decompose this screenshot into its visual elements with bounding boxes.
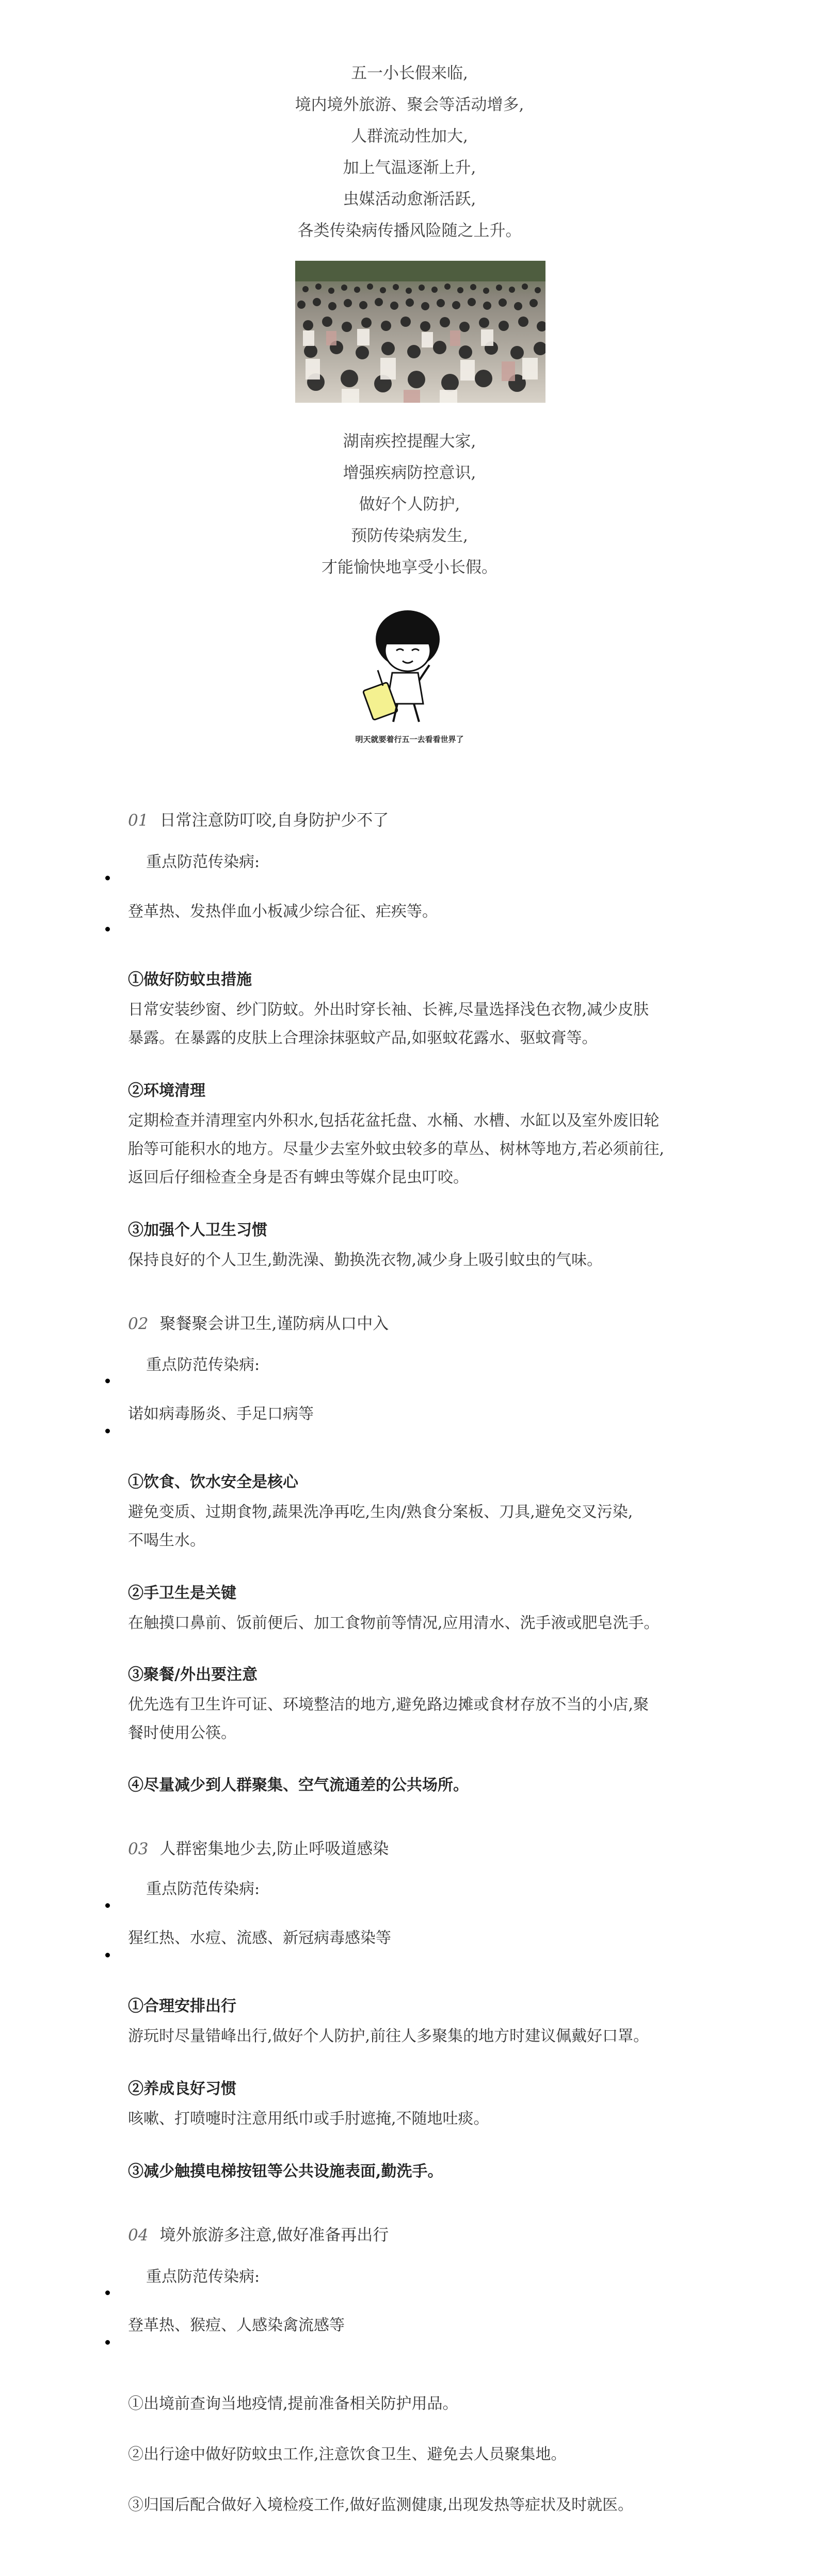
intro-line: 才能愉快地享受小长假。 <box>322 558 497 577</box>
item-heading: ②养成良好习惯 <box>128 2080 236 2098</box>
intro-line: 虫媒活动愈渐活跃, <box>343 190 476 209</box>
item-heading: ③加强个人卫生习惯 <box>128 1221 267 1239</box>
intro-line: 加上气温逐渐上升, <box>343 159 476 177</box>
disease-list: 登革热、发热伴血小板减少综合征、疟疾等。 <box>128 903 438 921</box>
item-text: 暴露。在暴露的皮肤上合理涂抹驱蚊产品,如驱蚊花露水、驱蚊膏等。 <box>128 1029 598 1047</box>
bullet-dot <box>105 1379 110 1383</box>
bullet-dot <box>105 927 110 931</box>
item-heading: ②环境清理 <box>128 1082 205 1100</box>
bullet-dot <box>105 2340 110 2345</box>
intro-text-1 <box>0 58 819 247</box>
section-number: 01 <box>128 811 149 830</box>
item-text: 返回后仔细检查全身是否有蜱虫等媒介昆虫叮咬。 <box>128 1168 469 1187</box>
section-title <box>128 807 389 830</box>
bullet-dot <box>105 1429 110 1433</box>
item-text: 不喝生水。 <box>128 1531 205 1550</box>
section-title-text: 聚餐聚会讲卫生,谨防病从口中入 <box>159 1315 389 1333</box>
bullet-dot <box>105 2290 110 2295</box>
bullet-dot <box>105 1903 110 1908</box>
section-number: 02 <box>128 1315 149 1333</box>
intro-line: 人群流动性加大, <box>351 127 468 146</box>
item-text: 保持良好的个人卫生,勤洗澡、勤换洗衣物,减少身上吸引蚊虫的气味。 <box>128 1251 603 1269</box>
item-heading: ①合理安排出行 <box>128 1997 236 2015</box>
section-number: 03 <box>128 1840 149 1858</box>
intro-line: 境内境外旅游、聚会等活动增多, <box>295 96 524 114</box>
item-text: 避免变质、过期食物,蔬果洗净再吃,生肉/熟食分案板、刀具,避免交叉污染, <box>128 1503 633 1521</box>
disease-list: 诺如病毒肠炎、手足口病等 <box>128 1405 314 1423</box>
item-heading: ②手卫生是关键 <box>128 1584 236 1602</box>
section-title-text: 境外旅游多注意,做好准备再出行 <box>159 2226 389 2245</box>
key-diseases-label: 重点防范传染病: <box>146 1880 260 1898</box>
bullet-dot <box>105 1953 110 1957</box>
key-diseases-label: 重点防范传染病: <box>146 853 260 871</box>
intro-line: 增强疾病防控意识, <box>343 464 476 482</box>
intro-line: 预防传染病发生, <box>351 527 468 545</box>
item-text: 咳嗽、打喷嚏时注意用纸巾或手肘遮掩,不随地吐痰。 <box>128 2110 489 2128</box>
item-text: 游玩时尽量错峰出行,做好个人防护,前往人多聚集的地方时建议佩戴好口罩。 <box>128 2027 649 2045</box>
section-title <box>128 2222 389 2245</box>
section-title-text: 人群密集地少去,防止呼吸道感染 <box>159 1840 389 1858</box>
item-text: 定期检查并清理室内外积水,包括花盆托盘、水桶、水槽、水缸以及室外废旧轮 <box>128 1112 660 1130</box>
item-heading: ③聚餐/外出要注意 <box>128 1666 258 1684</box>
crowd-photo <box>295 261 545 403</box>
bullet-dot <box>105 876 110 880</box>
item-text: 日常安装纱窗、纱门防蚊。外出时穿长袖、长裤,尽量选择浅色衣物,减少皮肤 <box>128 1001 649 1019</box>
section-title <box>128 1836 389 1859</box>
mascot-caption: 明天就要着行五一去看看世界了 <box>355 735 464 744</box>
disease-list: 登革热、猴痘、人感染禽流感等 <box>128 2316 345 2334</box>
item-text: ②出行途中做好防蚊虫工作,注意饮食卫生、避免去人员聚集地。 <box>128 2445 567 2463</box>
intro-text-2 <box>0 426 819 583</box>
item-text: 餐时使用公筷。 <box>128 1724 236 1742</box>
disease-list: 猩红热、水痘、流感、新冠病毒感染等 <box>128 1929 391 1947</box>
item-heading: ①做好防蚊虫措施 <box>128 971 252 989</box>
key-diseases-label: 重点防范传染病: <box>146 1356 260 1374</box>
section-title <box>128 1310 389 1334</box>
item-text: 在触摸口鼻前、饭前便后、加工食物前等情况,应用清水、洗手液或肥皂洗手。 <box>128 1614 660 1632</box>
item-heading: ①饮食、饮水安全是核心 <box>128 1473 298 1491</box>
section-number: 04 <box>128 2226 149 2245</box>
section-title-text: 日常注意防叮咬,自身防护少不了 <box>159 811 389 830</box>
item-text: ③归国后配合做好入境检疫工作,做好监测健康,出现发热等症状及时就医。 <box>128 2496 634 2514</box>
item-heading: ③减少触摸电梯按钮等公共设施表面,勤洗手。 <box>128 2162 443 2180</box>
item-heading: ④尽量减少到人群聚集、空气流通差的公共场所。 <box>128 1776 469 1794</box>
item-text: ①出境前查询当地疫情,提前准备相关防护用品。 <box>128 2395 458 2413</box>
item-text: 优先选有卫生许可证、环境整洁的地方,避免路边摊或食材存放不当的小店,聚 <box>128 1696 649 1714</box>
intro-line: 五一小长假来临, <box>351 64 468 83</box>
item-text: 胎等可能积水的地方。尽量少去室外蚊虫较多的草丛、树林等地方,若必须前往, <box>128 1140 665 1158</box>
key-diseases-label: 重点防范传染病: <box>146 2268 260 2286</box>
intro-line: 各类传染病传播风险随之上升。 <box>297 222 522 240</box>
intro-line: 湖南疾控提醒大家, <box>343 432 476 451</box>
intro-line: 做好个人防护, <box>359 495 460 514</box>
